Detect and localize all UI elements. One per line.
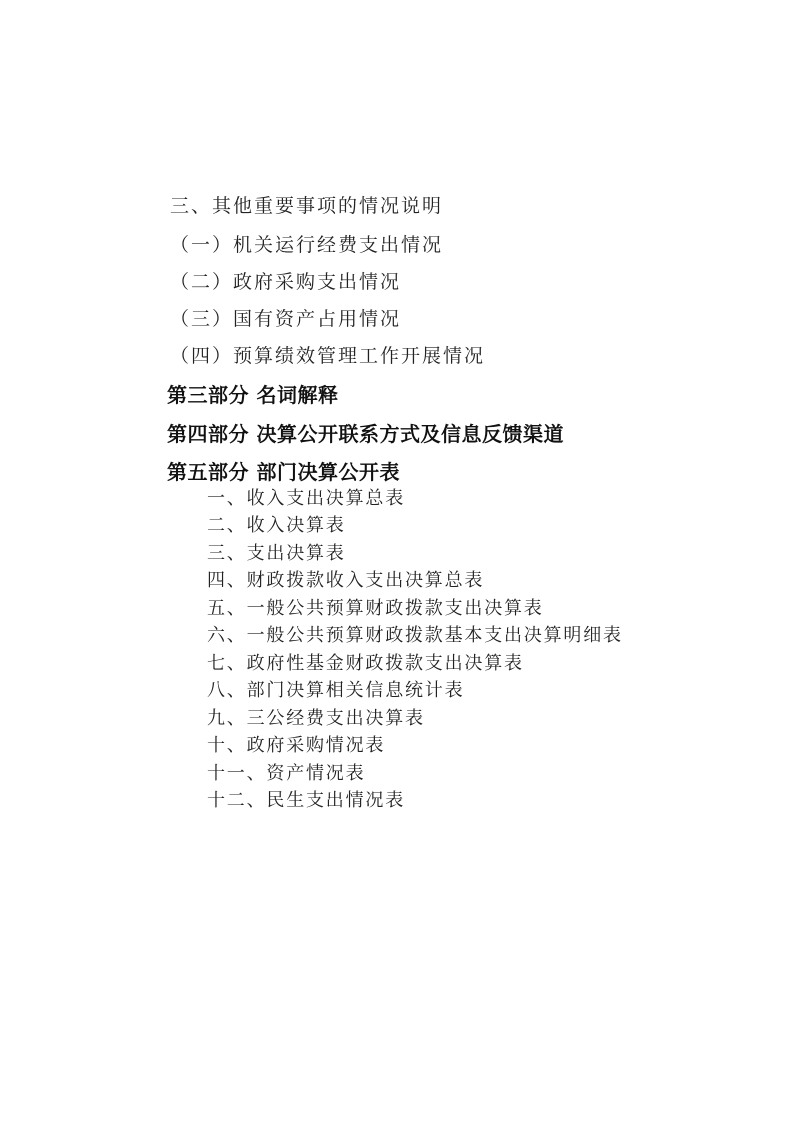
toc-table-item: 十、政府采购情况表 bbox=[207, 735, 386, 756]
toc-table-item: 八、部门决算相关信息统计表 bbox=[207, 680, 465, 701]
toc-table-item: 三、支出决算表 bbox=[207, 543, 346, 564]
toc-table-item: 四、财政拨款收入支出决算总表 bbox=[207, 570, 485, 591]
toc-subitem-procurement-expenses: （二）政府采购支出情况 bbox=[170, 271, 402, 293]
toc-item-other-matters: 三、其他重要事项的情况说明 bbox=[170, 195, 444, 217]
toc-subitem-performance-management: （四）预算绩效管理工作开展情况 bbox=[170, 345, 486, 367]
toc-part-four-heading: 第四部分 决算公开联系方式及信息反馈渠道 bbox=[167, 422, 564, 446]
toc-table-item: 十二、民生支出情况表 bbox=[207, 790, 405, 811]
toc-table-item: 六、一般公共预算财政拨款基本支出决算明细表 bbox=[207, 625, 623, 646]
toc-table-item: 九、三公经费支出决算表 bbox=[207, 708, 425, 729]
toc-table-item: 七、政府性基金财政拨款支出决算表 bbox=[207, 653, 524, 674]
toc-subitem-state-assets: （三）国有资产占用情况 bbox=[170, 308, 402, 330]
toc-part-three-heading: 第三部分 名词解释 bbox=[167, 383, 339, 407]
toc-subitem-operating-expenses: （一）机关运行经费支出情况 bbox=[170, 234, 444, 256]
toc-table-item: 一、收入支出决算总表 bbox=[207, 488, 405, 509]
toc-table-item: 五、一般公共预算财政拨款支出决算表 bbox=[207, 598, 544, 619]
toc-part-five-heading: 第五部分 部门决算公开表 bbox=[167, 460, 400, 484]
toc-table-item: 十一、资产情况表 bbox=[207, 763, 366, 784]
toc-table-item: 二、收入决算表 bbox=[207, 515, 346, 536]
